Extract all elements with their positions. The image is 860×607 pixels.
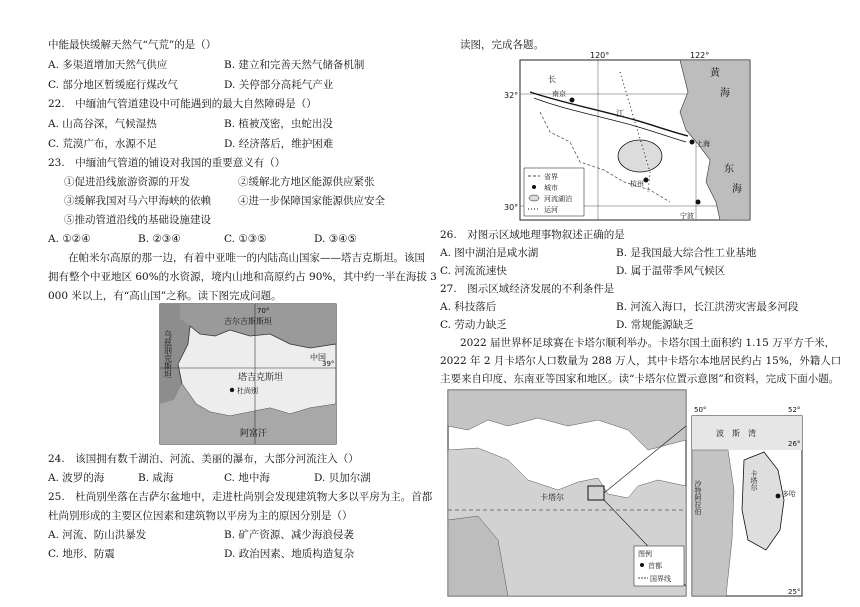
q24-stem: 24. 该国拥有数千湖泊、河流、美丽的瀑布，大部分河流注入（）: [48, 453, 359, 465]
q23-option-a: A. ①②④: [48, 233, 91, 245]
q27-option-d: D. 常规能源缺乏: [616, 319, 694, 331]
q26-option-d: D. 属于温带季风气候区: [616, 265, 726, 277]
label-yellow-sea-2: 海: [720, 88, 730, 99]
label-dushanbe: 杜尚别: [237, 387, 258, 395]
q27-stem: 27. 图示区域经济发展的不利条件是: [440, 283, 615, 295]
right-intro: 读图，完成各题。: [460, 39, 544, 51]
label-kyrgyz: 吉尔吉斯斯坦: [224, 317, 272, 326]
label-jiang: 江: [616, 109, 624, 118]
label-tajikistan: 塔吉克斯坦: [238, 373, 284, 383]
q23-item-1: ①促进沿线旅游资源的开发: [64, 176, 190, 188]
label-lon-120: 120°: [590, 51, 610, 60]
q22-stem: 22. 中缅油气管道建设中可能遇到的最大自然障碍是（）: [48, 98, 317, 110]
qatar-inset: [692, 406, 802, 596]
q21-option-a: A. 多渠道增加天然气供应: [48, 59, 168, 71]
label-persian-gulf: 波 斯 湾: [716, 429, 756, 438]
label-ningbo: 宁波: [680, 212, 694, 220]
label-shanghai: 上海: [696, 140, 710, 148]
q21-option-b: B. 建立和完善天然气储备机制: [224, 59, 365, 71]
q27-option-c: C. 劳动力缺乏: [440, 319, 507, 331]
qatar-location-map: [448, 390, 814, 596]
q22-option-d: D. 经济落后，维护困难: [224, 138, 334, 150]
qatar-passage-2: 2022 年 2 月卡塔尔人口数量为 288 万人，其中卡塔尔本地居民约占 15%，外籍人口: [440, 355, 842, 367]
label-lon-70: 70°: [257, 307, 270, 315]
q23-option-d: D. ③④⑤: [314, 233, 357, 245]
label-lon-52: 52°: [788, 406, 801, 414]
q26-option-c: C. 河流流速快: [440, 265, 507, 277]
legend-province: 省界: [544, 173, 558, 181]
legend-city: 城市: [544, 184, 558, 192]
label-nanjing: 南京: [552, 90, 566, 98]
label-hangzhou: 杭州: [630, 180, 644, 188]
qatar-passage-1: 2022 届世界杯足球赛在卡塔尔顺利举办。卡塔尔国土面积约 1.15 万平方千米，: [460, 337, 836, 349]
ningbo-marker: [696, 200, 701, 205]
passage-line-3: 000 米以上，有“高山国”之称。读下图完成问题。: [48, 290, 282, 302]
passage-line-2: 拥有整个中亚地区 60%的水资源，境内山地和高原约占 90%，其中约一半在海拔 3: [48, 271, 437, 283]
label-east-sea-1: 东: [724, 164, 734, 175]
label-chang: 长: [548, 75, 556, 84]
q25-stem-1: 25. 杜尚别坐落在吉萨尔盆地中，走进杜尚别会发现建筑物大多以平房为主。首都: [48, 491, 433, 503]
q24-option-d: D. 贝加尔湖: [314, 472, 371, 484]
q21-stem: 中能最快缓解天然气“气荒”的是（）: [48, 39, 217, 51]
label-lat-32: 32°: [504, 91, 519, 100]
q27-option-b: B. 河流入海口，长江洪涝灾害最多河段: [616, 301, 799, 313]
tajikistan-map: [160, 304, 336, 444]
map2-legend: [524, 168, 584, 216]
shanghai-marker: [690, 140, 695, 145]
q27-option-a: A. 科技落后: [440, 301, 497, 313]
label-qatar-inset: 卡塔尔: [750, 470, 758, 491]
q21-option-c: C. 部分地区暂缓庭行煤改气: [48, 79, 178, 91]
q24-option-a: A. 波罗的海: [48, 472, 105, 484]
q23-option-b: B. ②③④: [138, 233, 181, 245]
q25-option-d: D. 政治因素、地质构造复杂: [224, 548, 355, 560]
legend-title: 图例: [638, 550, 652, 558]
label-lat-25: 25°: [788, 588, 801, 596]
label-yellow-sea-1: 黄: [710, 68, 720, 79]
q26-stem: 26. 对图示区域地理事物叙述正确的是: [440, 229, 625, 241]
q22-option-c: C. 荒漠广布，水源不足: [48, 138, 157, 150]
label-lat-39: 39°: [322, 360, 335, 368]
label-lat-30: 30°: [504, 203, 519, 212]
legend-canal: 运河: [544, 206, 558, 214]
label-afghanistan: 阿富汗: [240, 429, 268, 439]
q23-item-4: ④进一步保障国家能源供应安全: [238, 195, 385, 207]
legend-river-lake: 河流湖泊: [544, 195, 572, 203]
q23-item-3: ③缓解我国对马六甲海峡的依赖: [64, 195, 211, 207]
label-doha: 多哈: [782, 490, 796, 498]
q25-stem-2: 杜尚别形成的主要区位因素和建筑物以平房为主的原因分别是（）: [48, 510, 353, 522]
q22-option-a: A. 山高谷深，气候湿热: [48, 118, 157, 130]
doha-marker: [776, 494, 781, 499]
label-uzbek: 乌兹别克斯坦: [163, 330, 173, 378]
label-saudi: 沙特阿拉伯: [694, 480, 702, 515]
label-qatar-main: 卡塔尔: [540, 493, 564, 502]
legend-border: 国界线: [650, 575, 671, 583]
map3-legend: [634, 546, 684, 586]
label-lat-26: 26°: [788, 440, 801, 448]
passage-line-1: 在帕米尔高原的那一边，有着中亚唯一的内陆高山国家——塔吉克斯坦。该国: [68, 252, 425, 264]
q23-stem: 23. 中缅油气管道的铺设对我国的重要意义有（）: [48, 157, 286, 169]
nanjing-marker: [570, 98, 575, 103]
q24-option-c: C. 地中海: [224, 472, 270, 484]
hangzhou-marker: [644, 178, 649, 183]
q23-item-2: ②缓解北方地区能源供应紧张: [238, 176, 375, 188]
q26-option-b: B. 是我国最大综合性工业基地: [616, 247, 757, 259]
legend-capital: 首都: [648, 562, 662, 570]
label-china: 中国: [310, 353, 326, 362]
dushanbe-marker: [230, 388, 234, 392]
label-east-sea-2: 海: [732, 184, 742, 195]
label-lon-122: 122°: [690, 51, 710, 60]
q25-option-c: C. 地形、防震: [48, 548, 115, 560]
saudi-inset: [692, 450, 734, 596]
q23-item-5: ⑤推动管道沿线的基础设施建设: [64, 214, 211, 226]
yangtze-delta-map: [504, 51, 750, 222]
q22-option-b: B. 植被茂密，虫蛇出没: [224, 118, 333, 130]
q23-option-c: C. ①③⑤: [224, 233, 267, 245]
label-lon-50: 50°: [694, 406, 707, 414]
q25-option-b: B. 矿产资源、减少海浪侵袭: [224, 529, 354, 541]
qatar-passage-3: 主要来自印度、东南亚等国家和地区。读“卡塔尔位置示意图”和资料，完成下面小题。: [440, 373, 840, 385]
q24-option-b: B. 咸海: [138, 472, 174, 484]
q21-option-d: D. 关停部分高耗气产业: [224, 79, 334, 91]
q26-option-a: A. 图中湖泊是咸水湖: [440, 247, 539, 259]
taihu-lake: [618, 140, 662, 172]
q25-option-a: A. 河流、防山洪暴发: [48, 529, 147, 541]
